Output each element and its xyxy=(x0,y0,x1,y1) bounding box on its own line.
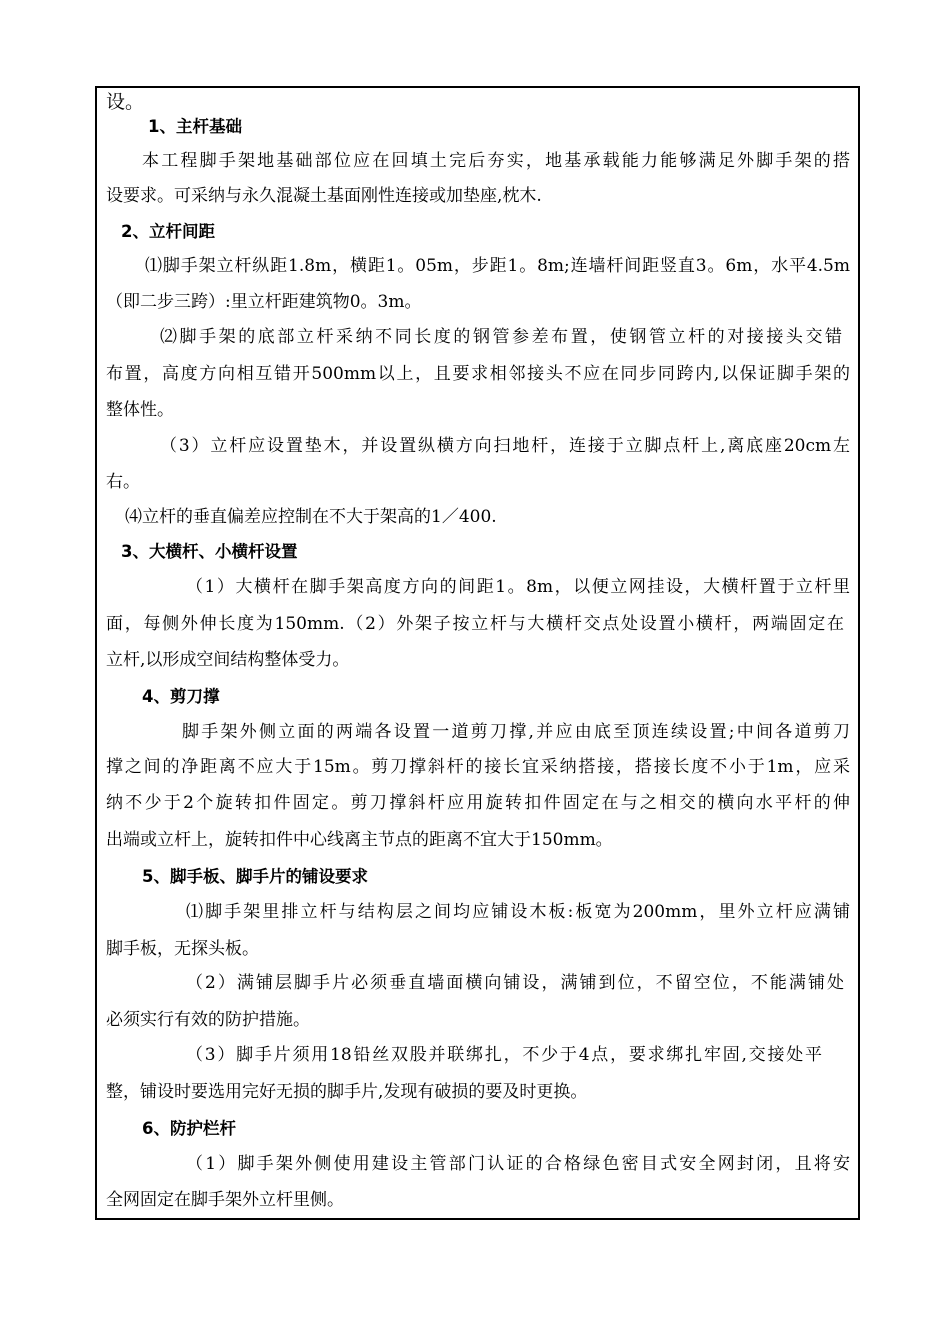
section-heading: 5、脚手板、脚手片的铺设要求 xyxy=(142,867,368,886)
text-line: 设。 xyxy=(106,91,145,113)
text-line: 整体性。 xyxy=(106,400,174,420)
text-line: 面，每侧外伸长度为150mm.（2）外架子按立杆与大横杆交点处设置小横杆，两端固定在 xyxy=(106,614,844,634)
text-line: 右。 xyxy=(106,472,140,492)
section-heading: 4、剪刀撑 xyxy=(142,687,220,706)
section-heading: 2、立杆间距 xyxy=(121,222,215,241)
text-line: 立杆,以形成空间结构整体受力。 xyxy=(106,650,350,670)
text-line: 脚手板，无探头板。 xyxy=(106,939,259,959)
text-line: 脚手架外侧立面的两端各设置一道剪刀撑,并应由底至顶连续设置;中间各道剪刀 xyxy=(182,722,850,742)
text-line: ⑴脚手架立杆纵距1.8m，横距1。05m，步距1。8m;连墙杆间距竖直3。6m，水平4.5m xyxy=(145,256,850,276)
text-line: 全网固定在脚手架外立杆里侧。 xyxy=(106,1190,344,1210)
text-line: （1）大横杆在脚手架高度方向的间距1。8m，以便立网挂设，大横杆置于立杆里 xyxy=(186,577,850,597)
section-heading: 1、主杆基础 xyxy=(148,117,242,136)
text-line: 设要求。可采纳与永久混凝土基面刚性连接或加垫座,枕木. xyxy=(106,186,542,206)
text-line: 本工程脚手架地基础部位应在回填土完后夯实，地基承载能力能够满足外脚手架的搭 xyxy=(142,151,850,171)
text-line: ⑵脚手架的底部立杆采纳不同长度的钢管参差布置，使钢管立杆的对接接头交错 xyxy=(160,327,842,347)
section-heading: 3、大横杆、小横杆设置 xyxy=(121,542,298,561)
text-line: （2）满铺层脚手片必须垂直墙面横向铺设，满铺到位，不留空位，不能满铺处 xyxy=(186,973,844,993)
text-line: 布置，高度方向相互错开500mm以上，且要求相邻接头不应在同步同跨内,以保证脚手架的 xyxy=(106,364,850,384)
text-line: 必须实行有效的防护措施。 xyxy=(106,1010,310,1030)
text-line: 出端或立杆上，旋转扣件中心线离主节点的距离不宜大于150mm。 xyxy=(106,830,613,850)
text-line: （1）脚手架外侧使用建设主管部门认证的合格绿色密目式安全网封闭，且将安 xyxy=(186,1154,850,1174)
text-line: （3）立杆应设置垫木，并设置纵横方向扫地杆，连接于立脚点杆上,离底座20cm左 xyxy=(160,436,850,456)
text-line: 纳不少于2个旋转扣件固定。剪刀撑斜杆应用旋转扣件固定在与之相交的横向水平杆的伸 xyxy=(106,793,850,813)
text-line: ⑷立杆的垂直偏差应控制在不大于架高的1／400. xyxy=(125,507,497,527)
section-heading: 6、防护栏杆 xyxy=(142,1119,236,1138)
text-line: ⑴脚手架里排立杆与结构层之间均应铺设木板:板宽为200mm，里外立杆应满铺 xyxy=(186,902,850,922)
text-line: 整，铺设时要选用完好无损的脚手片,发现有破损的要及时更换。 xyxy=(106,1082,588,1102)
text-line: （3）脚手片须用18铅丝双股并联绑扎，不少于4点，要求绑扎牢固,交接处平 xyxy=(186,1045,822,1065)
text-line: （即二步三跨）:里立杆距建筑物0。3m。 xyxy=(106,292,422,312)
text-line: 撑之间的净距离不应大于15m。剪刀撑斜杆的接长宜采纳搭接，搭接长度不小于1m，应采 xyxy=(106,757,850,777)
